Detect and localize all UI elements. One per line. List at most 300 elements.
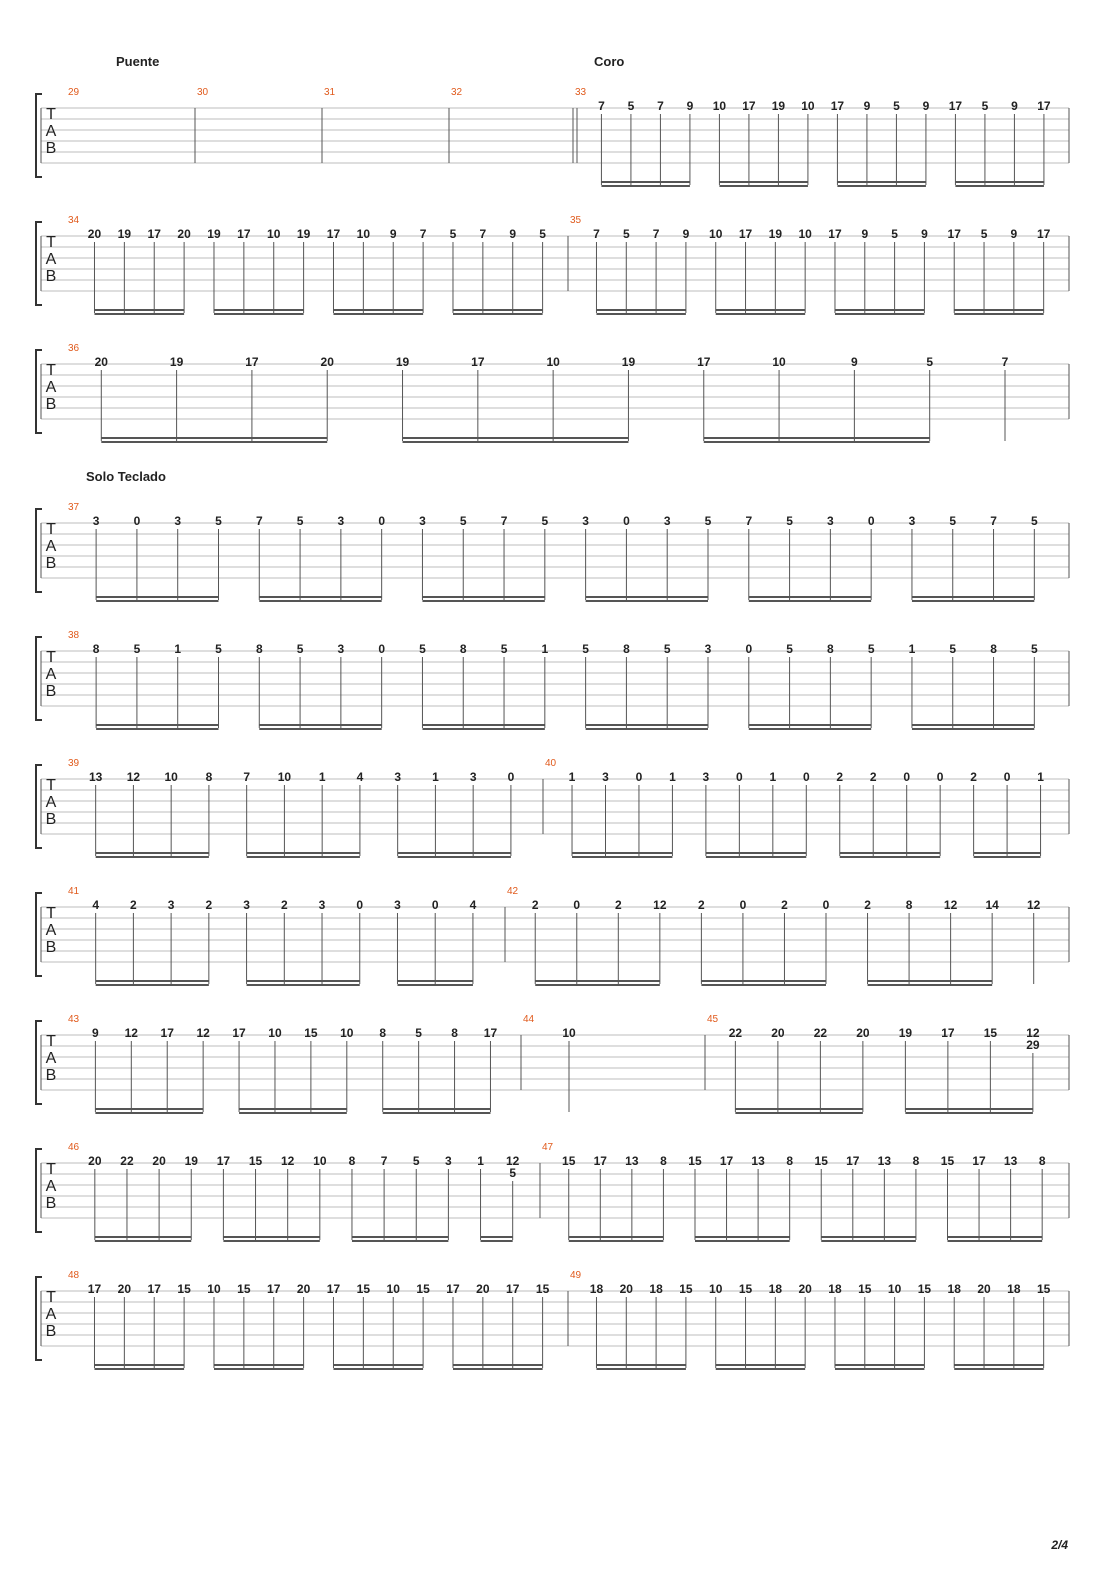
fret-number: 20 — [88, 1154, 102, 1168]
fret-number: 0 — [745, 642, 753, 656]
fret-number: 17 — [160, 1026, 174, 1040]
fret-number: 17 — [1036, 227, 1051, 241]
fret-number: 15 — [177, 1282, 191, 1296]
fret-number: 5 — [459, 514, 467, 528]
fret-number: 17 — [326, 227, 341, 241]
fret-number: 17 — [216, 1154, 231, 1168]
fret-number: 0 — [623, 514, 630, 528]
fret-number: 17 — [941, 1026, 955, 1040]
fret-number: 17 — [1037, 99, 1051, 113]
fret-number: 10 — [313, 1154, 327, 1168]
fret-number: 18 — [649, 1282, 663, 1296]
fret-number: 7 — [598, 99, 605, 113]
fret-number: 17 — [738, 227, 753, 241]
fret-number: 19 — [169, 355, 184, 369]
fret-number: 15 — [940, 1154, 955, 1168]
staff-system — [36, 886, 1069, 985]
tab-clef-letter: T — [46, 1161, 56, 1178]
fret-number: 0 — [822, 898, 830, 912]
fret-number: 20 — [320, 355, 334, 369]
fret-number: 3 — [702, 770, 710, 784]
fret-number: 10 — [712, 99, 727, 113]
fret-number: 12 — [126, 770, 141, 784]
fret-number: 8 — [786, 1154, 794, 1168]
fret-number: 17 — [147, 1282, 161, 1296]
fret-number: 15 — [983, 1026, 998, 1040]
fret-number: 13 — [1003, 1154, 1018, 1168]
fret-number: 2 — [869, 770, 877, 784]
fret-number: 17 — [87, 1282, 102, 1296]
fret-number: 15 — [1036, 1282, 1051, 1296]
measure-number: 40 — [545, 758, 557, 769]
fret-number: 9 — [863, 99, 871, 113]
fret-number: 5 — [867, 642, 875, 656]
fret-number: 1 — [1037, 770, 1044, 784]
fret-number: 5 — [786, 514, 793, 528]
fret-number: 3 — [469, 770, 477, 784]
staff-system — [36, 1014, 1069, 1113]
fret-number: 3 — [394, 898, 401, 912]
fret-number: 5 — [419, 642, 426, 656]
staff-system — [36, 758, 1069, 857]
fret-number: 14 — [985, 898, 999, 912]
fret-number: 22 — [120, 1154, 134, 1168]
fret-number: 8 — [205, 770, 213, 784]
fret-number: 19 — [184, 1154, 198, 1168]
fret-number: 15 — [356, 1282, 371, 1296]
fret-number: 9 — [682, 227, 690, 241]
fret-number: 18 — [1007, 1282, 1021, 1296]
fret-number: 1 — [908, 642, 916, 656]
fret-number: 13 — [751, 1154, 765, 1168]
tab-clef-letter: T — [46, 521, 56, 538]
fret-number: 9 — [922, 99, 930, 113]
measure-number: 31 — [324, 87, 336, 98]
fret-number: 2 — [698, 898, 705, 912]
fret-number: 5 — [627, 99, 635, 113]
fret-number: 20 — [296, 1282, 311, 1296]
fret-number: 3 — [174, 514, 182, 528]
fret-number: 15 — [304, 1026, 318, 1040]
fret-number: 13 — [877, 1154, 892, 1168]
fret-number: 0 — [573, 898, 581, 912]
fret-number: 0 — [867, 514, 875, 528]
fret-number: 5 — [663, 642, 671, 656]
tab-clef-letter: B — [45, 1067, 57, 1084]
fret-number: 0 — [507, 770, 515, 784]
fret-number: 0 — [736, 770, 743, 784]
fret-number: 17 — [593, 1154, 607, 1168]
fret-number: 1 — [669, 770, 676, 784]
fret-number: 7 — [657, 99, 664, 113]
fret-number: 8 — [905, 898, 913, 912]
fret-number: 5 — [893, 99, 900, 113]
fret-number: 17 — [245, 355, 259, 369]
fret-number: 9 — [851, 355, 858, 369]
fret-number: 10 — [562, 1026, 576, 1040]
measure-number: 46 — [68, 1142, 80, 1153]
fret-number: 20 — [476, 1282, 490, 1296]
fret-number: 17 — [719, 1154, 734, 1168]
fret-number: 5 — [296, 642, 304, 656]
tab-clef-letter: B — [45, 268, 57, 285]
staff-system — [36, 215, 1069, 314]
fret-number: 12 — [653, 898, 667, 912]
fret-number: 5 — [215, 514, 222, 528]
fret-number: 7 — [255, 514, 263, 528]
fret-number: 0 — [133, 514, 141, 528]
section-label: Solo Teclado — [86, 469, 166, 484]
fret-number: 20 — [152, 1154, 166, 1168]
fret-number: 5 — [926, 355, 934, 369]
fret-number: 3 — [602, 770, 609, 784]
tab-clef-letter: T — [46, 362, 56, 379]
fret-number: 2 — [280, 898, 288, 912]
fret-number: 12 — [1027, 898, 1041, 912]
fret-number: 5 — [412, 1154, 420, 1168]
fret-number: 10 — [546, 355, 560, 369]
fret-number: 17 — [471, 355, 485, 369]
tab-clef-letter: T — [46, 649, 56, 666]
fret-number: 10 — [709, 227, 723, 241]
fret-number: 17 — [237, 227, 251, 241]
fret-number: 7 — [1001, 355, 1009, 369]
fret-number: 9 — [1011, 99, 1018, 113]
staff-system — [36, 1270, 1069, 1369]
fret-number: 15 — [237, 1282, 251, 1296]
fret-number: 17 — [830, 99, 845, 113]
fret-number: 12 — [943, 898, 958, 912]
fret-number: 5 — [415, 1026, 422, 1040]
fret-number: 3 — [337, 642, 345, 656]
measure-number: 37 — [68, 502, 80, 513]
fret-number: 7 — [500, 514, 508, 528]
fret-number: 17 — [846, 1154, 860, 1168]
section-label: Coro — [594, 54, 625, 69]
fret-number: 10 — [164, 770, 178, 784]
fret-number: 17 — [972, 1154, 986, 1168]
tab-clef-letter: B — [45, 811, 57, 828]
section-label: Puente — [116, 54, 160, 69]
fret-number: 1 — [568, 770, 576, 784]
fret-number: 10 — [801, 99, 815, 113]
fret-number: 10 — [887, 1282, 902, 1296]
fret-number: 5 — [1030, 514, 1038, 528]
tab-clef-letter: A — [45, 1050, 57, 1067]
tab-clef-letter: A — [45, 251, 57, 268]
fret-number: 2 — [205, 898, 213, 912]
fret-number: 5 — [981, 99, 989, 113]
fret-number: 15 — [416, 1282, 430, 1296]
fret-number: 8 — [459, 642, 467, 656]
fret-number: 3 — [704, 642, 712, 656]
measure-number: 33 — [575, 87, 587, 98]
fret-number: 9 — [92, 1026, 99, 1040]
fret-number: 1 — [769, 770, 777, 784]
fret-number: 8 — [990, 642, 997, 656]
fret-number: 5 — [704, 514, 712, 528]
fret-number: 10 — [268, 1026, 282, 1040]
measure-number: 41 — [68, 886, 80, 897]
fret-number: 5 — [133, 642, 141, 656]
fret-number: 17 — [483, 1026, 498, 1040]
fret-number: 10 — [772, 355, 786, 369]
measure-number: 44 — [523, 1014, 535, 1025]
fret-number: 12 — [280, 1154, 295, 1168]
fret-number: 3 — [337, 514, 345, 528]
tab-clef-letter: T — [46, 106, 56, 123]
fret-number: 29 — [1026, 1038, 1040, 1052]
fret-number: 5 — [582, 642, 589, 656]
fret-number: 5 — [539, 227, 546, 241]
fret-number: 2 — [864, 898, 871, 912]
fret-number: 10 — [267, 227, 281, 241]
fret-number: 7 — [990, 514, 997, 528]
fret-number: 3 — [394, 770, 402, 784]
fret-number: 17 — [948, 99, 963, 113]
fret-number: 5 — [622, 227, 630, 241]
fret-number: 8 — [1038, 1154, 1046, 1168]
fret-number: 9 — [921, 227, 928, 241]
fret-number: 15 — [248, 1154, 263, 1168]
fret-number: 3 — [827, 514, 834, 528]
tab-clef-letter: A — [45, 922, 57, 939]
measure-number: 38 — [68, 630, 80, 641]
fret-number: 12 — [505, 1154, 520, 1168]
tab-clef-letter: T — [46, 1033, 56, 1050]
fret-number: 0 — [1003, 770, 1011, 784]
measure-number: 29 — [68, 87, 80, 98]
fret-number: 15 — [858, 1282, 872, 1296]
fret-number: 7 — [652, 227, 660, 241]
fret-number: 0 — [635, 770, 643, 784]
fret-number: 2 — [130, 898, 137, 912]
fret-number: 2 — [970, 770, 977, 784]
fret-number: 10 — [340, 1026, 354, 1040]
fret-number: 9 — [686, 99, 694, 113]
tab-clef-letter: A — [45, 1178, 57, 1195]
tab-clef-letter: T — [46, 234, 56, 251]
fret-number: 8 — [827, 642, 834, 656]
fret-number: 22 — [813, 1026, 828, 1040]
tab-clef-letter: B — [45, 396, 57, 413]
fret-number: 5 — [1030, 642, 1038, 656]
fret-number: 10 — [798, 227, 812, 241]
tab-clef-letter: B — [45, 939, 57, 956]
fret-number: 15 — [917, 1282, 932, 1296]
fret-number: 17 — [697, 355, 711, 369]
fret-number: 20 — [771, 1026, 785, 1040]
fret-number: 15 — [738, 1282, 753, 1296]
fret-number: 19 — [768, 227, 783, 241]
measure-number: 45 — [707, 1014, 719, 1025]
fret-number: 0 — [739, 898, 747, 912]
fret-number: 5 — [500, 642, 508, 656]
fret-number: 2 — [781, 898, 788, 912]
fret-number: 9 — [509, 227, 517, 241]
fret-number: 0 — [903, 770, 911, 784]
tab-clef-letter: T — [46, 905, 56, 922]
fret-number: 2 — [614, 898, 622, 912]
fret-number: 8 — [912, 1154, 920, 1168]
fret-number: 3 — [445, 1154, 452, 1168]
fret-number: 4 — [356, 770, 364, 784]
fret-number: 20 — [177, 227, 191, 241]
fret-number: 17 — [947, 227, 961, 241]
fret-number: 3 — [318, 898, 326, 912]
measure-number: 30 — [197, 87, 209, 98]
fret-number: 17 — [267, 1282, 281, 1296]
fret-number: 15 — [814, 1154, 828, 1168]
fret-number: 5 — [980, 227, 988, 241]
fret-number: 13 — [88, 770, 103, 784]
fret-number: 7 — [745, 514, 753, 528]
fret-number: 3 — [92, 514, 100, 528]
fret-number: 3 — [908, 514, 916, 528]
tab-clef-letter: A — [45, 1306, 57, 1323]
staff-system — [36, 1142, 1069, 1241]
tab-clef-letter: T — [46, 1289, 56, 1306]
fret-number: 3 — [243, 898, 250, 912]
fret-number: 18 — [947, 1282, 961, 1296]
fret-number: 12 — [196, 1026, 210, 1040]
fret-number: 0 — [431, 898, 439, 912]
fret-number: 17 — [506, 1282, 520, 1296]
measure-number: 35 — [570, 215, 582, 226]
tab-clef-letter: A — [45, 666, 57, 683]
page-number: 2/4 — [1051, 1538, 1068, 1552]
fret-number: 18 — [589, 1282, 604, 1296]
fret-number: 7 — [593, 227, 600, 241]
fret-number: 19 — [621, 355, 636, 369]
fret-number: 20 — [117, 1282, 132, 1296]
fret-number: 2 — [836, 770, 844, 784]
fret-number: 9 — [389, 227, 397, 241]
fret-number: 1 — [541, 642, 549, 656]
fret-number: 1 — [477, 1154, 484, 1168]
tab-clef-letter: B — [45, 683, 57, 700]
fret-number: 0 — [936, 770, 944, 784]
tab-clef-letter: B — [45, 555, 57, 572]
fret-number: 9 — [1010, 227, 1018, 241]
measure-number: 34 — [68, 215, 80, 226]
fret-number: 3 — [419, 514, 426, 528]
fret-number: 10 — [277, 770, 292, 784]
fret-number: 13 — [625, 1154, 639, 1168]
fret-number: 20 — [977, 1282, 991, 1296]
fret-number: 3 — [167, 898, 175, 912]
fret-number: 8 — [348, 1154, 356, 1168]
fret-number: 18 — [768, 1282, 783, 1296]
tab-clef-letter: B — [45, 1323, 57, 1340]
fret-number: 17 — [828, 227, 842, 241]
tab-clef-letter: A — [45, 123, 57, 140]
measure-number: 32 — [451, 87, 463, 98]
tab-clef-letter: A — [45, 794, 57, 811]
tab-clef-letter: B — [45, 1195, 57, 1212]
fret-number: 7 — [419, 227, 427, 241]
fret-number: 8 — [255, 642, 263, 656]
fret-number: 20 — [798, 1282, 812, 1296]
fret-number: 0 — [378, 642, 386, 656]
fret-number: 15 — [535, 1282, 550, 1296]
fret-number: 17 — [742, 99, 756, 113]
fret-number: 12 — [1026, 1026, 1040, 1040]
fret-number: 0 — [802, 770, 810, 784]
fret-number: 2 — [531, 898, 539, 912]
fret-number: 8 — [92, 642, 100, 656]
fret-number: 7 — [380, 1154, 388, 1168]
fret-number: 0 — [378, 514, 386, 528]
staff-system — [36, 469, 1069, 601]
fret-number: 12 — [124, 1026, 138, 1040]
fret-number: 8 — [623, 642, 630, 656]
fret-number: 19 — [395, 355, 410, 369]
fret-number: 20 — [619, 1282, 633, 1296]
fret-number: 20 — [856, 1026, 870, 1040]
measure-number: 39 — [68, 758, 80, 769]
fret-number: 19 — [771, 99, 786, 113]
fret-number: 5 — [949, 514, 957, 528]
staff-system — [36, 630, 1069, 729]
fret-number: 19 — [207, 227, 221, 241]
fret-number: 5 — [786, 642, 793, 656]
fret-number: 8 — [660, 1154, 667, 1168]
fret-number: 4 — [92, 898, 100, 912]
fret-number: 8 — [379, 1026, 387, 1040]
fret-number: 3 — [582, 514, 589, 528]
fret-number: 4 — [469, 898, 477, 912]
fret-number: 8 — [451, 1026, 458, 1040]
fret-number: 20 — [87, 227, 102, 241]
fret-number: 10 — [207, 1282, 221, 1296]
measure-number: 48 — [68, 1270, 80, 1281]
fret-number: 5 — [215, 642, 222, 656]
measure-number: 49 — [570, 1270, 582, 1281]
fret-number: 5 — [541, 514, 549, 528]
fret-number: 18 — [828, 1282, 842, 1296]
fret-number: 17 — [446, 1282, 460, 1296]
fret-number: 10 — [709, 1282, 723, 1296]
tab-clef-letter: A — [45, 379, 57, 396]
fret-number: 19 — [117, 227, 132, 241]
fret-number: 1 — [174, 642, 182, 656]
fret-number: 3 — [663, 514, 671, 528]
fret-number: 15 — [679, 1282, 693, 1296]
fret-number: 9 — [861, 227, 869, 241]
fret-number: 15 — [562, 1154, 576, 1168]
fret-number: 20 — [94, 355, 108, 369]
fret-number: 15 — [688, 1154, 702, 1168]
fret-number: 10 — [356, 227, 371, 241]
fret-number: 1 — [318, 770, 326, 784]
measure-number: 42 — [507, 886, 519, 897]
fret-number: 17 — [326, 1282, 341, 1296]
fret-number: 7 — [243, 770, 251, 784]
measure-number: 43 — [68, 1014, 80, 1025]
fret-number: 19 — [898, 1026, 913, 1040]
fret-number: 5 — [449, 227, 457, 241]
tab-clef-letter: B — [45, 140, 57, 157]
fret-number: 5 — [949, 642, 957, 656]
staff-system — [36, 343, 1069, 442]
measure-number: 47 — [542, 1142, 554, 1153]
fret-number: 7 — [479, 227, 487, 241]
fret-number: 5 — [296, 514, 304, 528]
fret-number: 17 — [147, 227, 161, 241]
fret-number: 22 — [728, 1026, 743, 1040]
measure-number: 36 — [68, 343, 80, 354]
